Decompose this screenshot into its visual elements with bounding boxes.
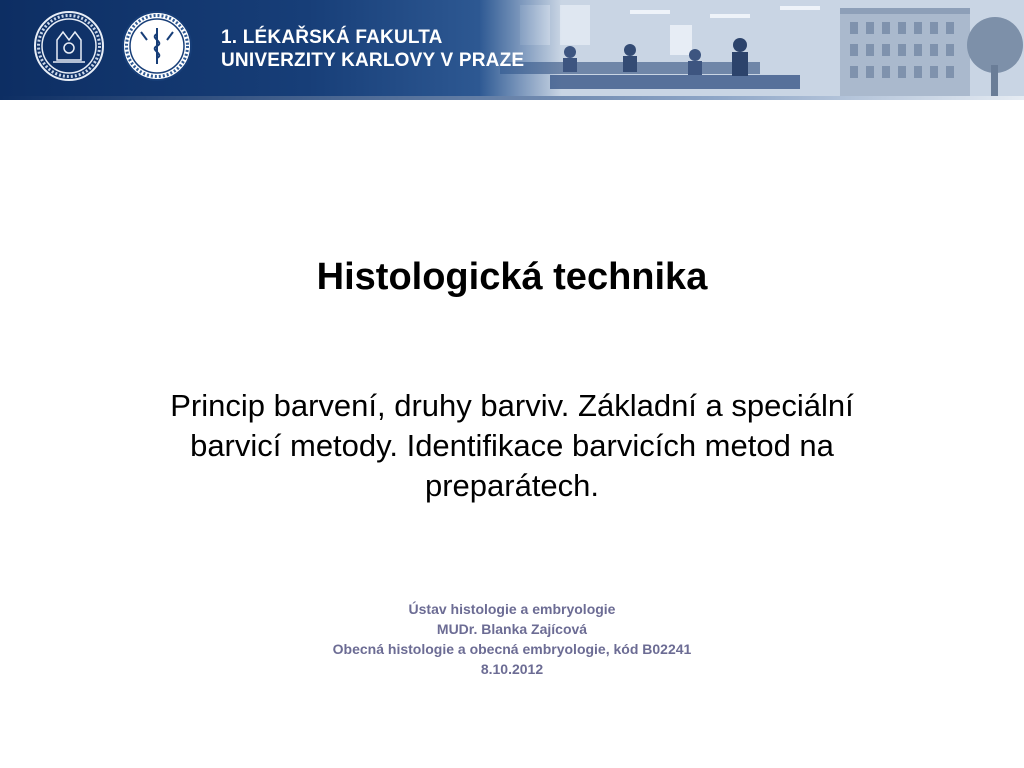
course-line: Obecná histologie a obecná embryologie, kód B02241 bbox=[332, 641, 692, 657]
faculty-line-1: 1. LÉKAŘSKÁ FAKULTA bbox=[221, 27, 443, 48]
date-line: 8.10.2012 bbox=[480, 661, 544, 677]
lab-photo bbox=[480, 0, 1024, 100]
banner-divider bbox=[0, 96, 1024, 100]
faculty-seal-icon bbox=[121, 10, 193, 82]
university-seal-icon bbox=[33, 10, 105, 82]
author-line: MUDr. Blanka Zajícová bbox=[436, 621, 588, 637]
slide-subtitle: Princip barvení, druhy barviv. Základní a speciální barvicí metody. Identifikace barvicích metod na preparátech. bbox=[170, 388, 854, 503]
slide-title: Histologická technika bbox=[316, 256, 708, 298]
faculty-name bbox=[221, 26, 524, 72]
department-line: Ústav histologie a embryologie bbox=[408, 601, 616, 617]
faculty-line-2: UNIVERZITY KARLOVY V PRAZE bbox=[221, 50, 525, 71]
header-banner bbox=[0, 0, 1024, 100]
slide-credits bbox=[0, 599, 1024, 679]
